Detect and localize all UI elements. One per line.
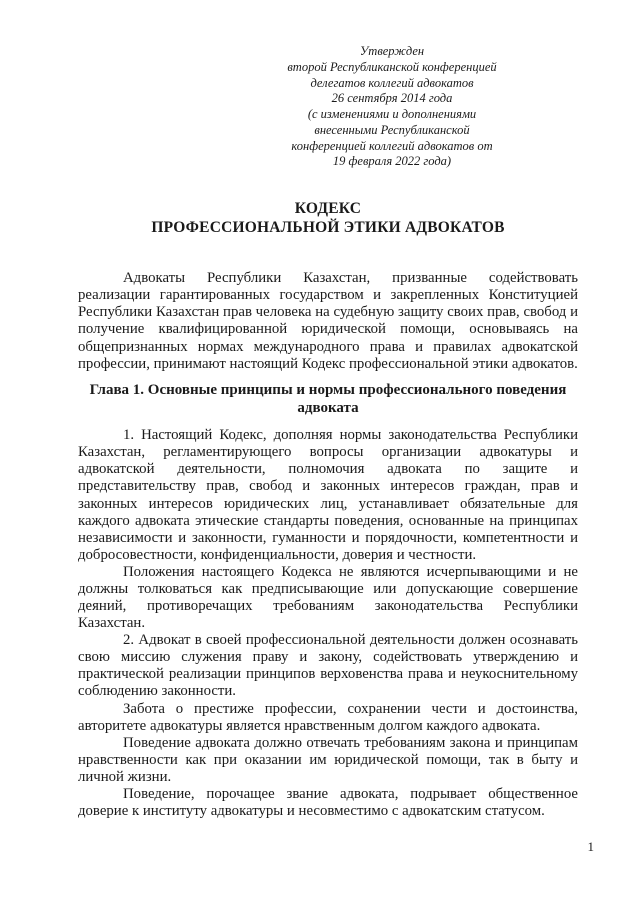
approval-line: 26 сентября 2014 года: [331, 91, 453, 106]
body-paragraph-5: Поведение адвоката должно отвечать требованиям закона и принципам нравственности как при оказании им юридической помощи, так в быту и личной жизни.: [78, 734, 578, 785]
approval-line: делегатов коллегий адвокатов: [310, 75, 474, 90]
body-paragraph-1: 1. Настоящий Кодекс, дополняя нормы законодательства Республики Казахстан, регламентирующего вопросы организации адвокатуры и адвокатской деятельности, полномочия адвоката по защите и представительству прав, свобод и законных интересов граждан, прав и законных интересов юридических лиц, устанавливает обязательные для каждого адвоката этические стандарты поведения, основанные на принципах независимости и законности, гуманности и порядочности, компетентности и добросовестности, конфиденциальности, доверия и честности.: [78, 427, 578, 563]
intro-paragraph: Адвокаты Республики Казахстан, призванные содействовать реализации гарантированных государством и закрепленных Конституцией Республики Казахстан прав человека на судебную защиту своих прав, свобод и получение квалифицированной юридической помощи, основываясь на общепризнанных нормах международного права и правилах адвокатской профессии, принимают настоящий Кодекс профессиональной этики адвокатов.: [78, 270, 578, 372]
approval-line: конференцией коллегий адвокатов от: [291, 138, 493, 153]
approval-line: 19 февраля 2022 года): [332, 154, 452, 169]
body-paragraph-2: Положения настоящего Кодекса не являются исчерпывающими и не должны толковаться как предписывающие или допускающие совершение деяний, противоречащих требованиям законодательства Республики Казахстан.: [78, 563, 578, 632]
approval-line: (с изменениями и дополнениями: [307, 107, 477, 121]
body-paragraph-6: Поведение, порочащее звание адвоката, подрывает общественное доверие к институту адвокатуры и несовместимо с адвокатским статусом.: [78, 785, 578, 819]
approval-line: второй Республиканской конференцией: [287, 59, 497, 74]
document-title: [78, 200, 578, 237]
body-paragraph-3: 2. Адвокат в своей профессиональной деятельности должен осознавать свою миссию служения праву и закону, содействовать утверждению и практической реализации принципов верховенства права и неукоснительному соблюдению законности.: [78, 632, 578, 700]
document-title-line-1: КОДЕКС: [294, 200, 362, 217]
chapter-1-heading: Глава 1. Основные принципы и нормы профессионального поведения адвоката: [89, 381, 567, 416]
approval-line: внесенными Республиканской: [314, 122, 470, 137]
document-title-line-2: ПРОФЕССИОНАЛЬНОЙ ЭТИКИ АДВОКАТОВ: [151, 218, 505, 236]
approval-block: [246, 44, 538, 170]
body-paragraph-4: Забота о престиже профессии, сохранении чести и достоинства, авторитете адвокатуры является нравственным долгом каждого адвоката.: [78, 700, 578, 734]
approval-line: Утвержден: [359, 44, 425, 58]
page-number: 1: [587, 839, 594, 854]
